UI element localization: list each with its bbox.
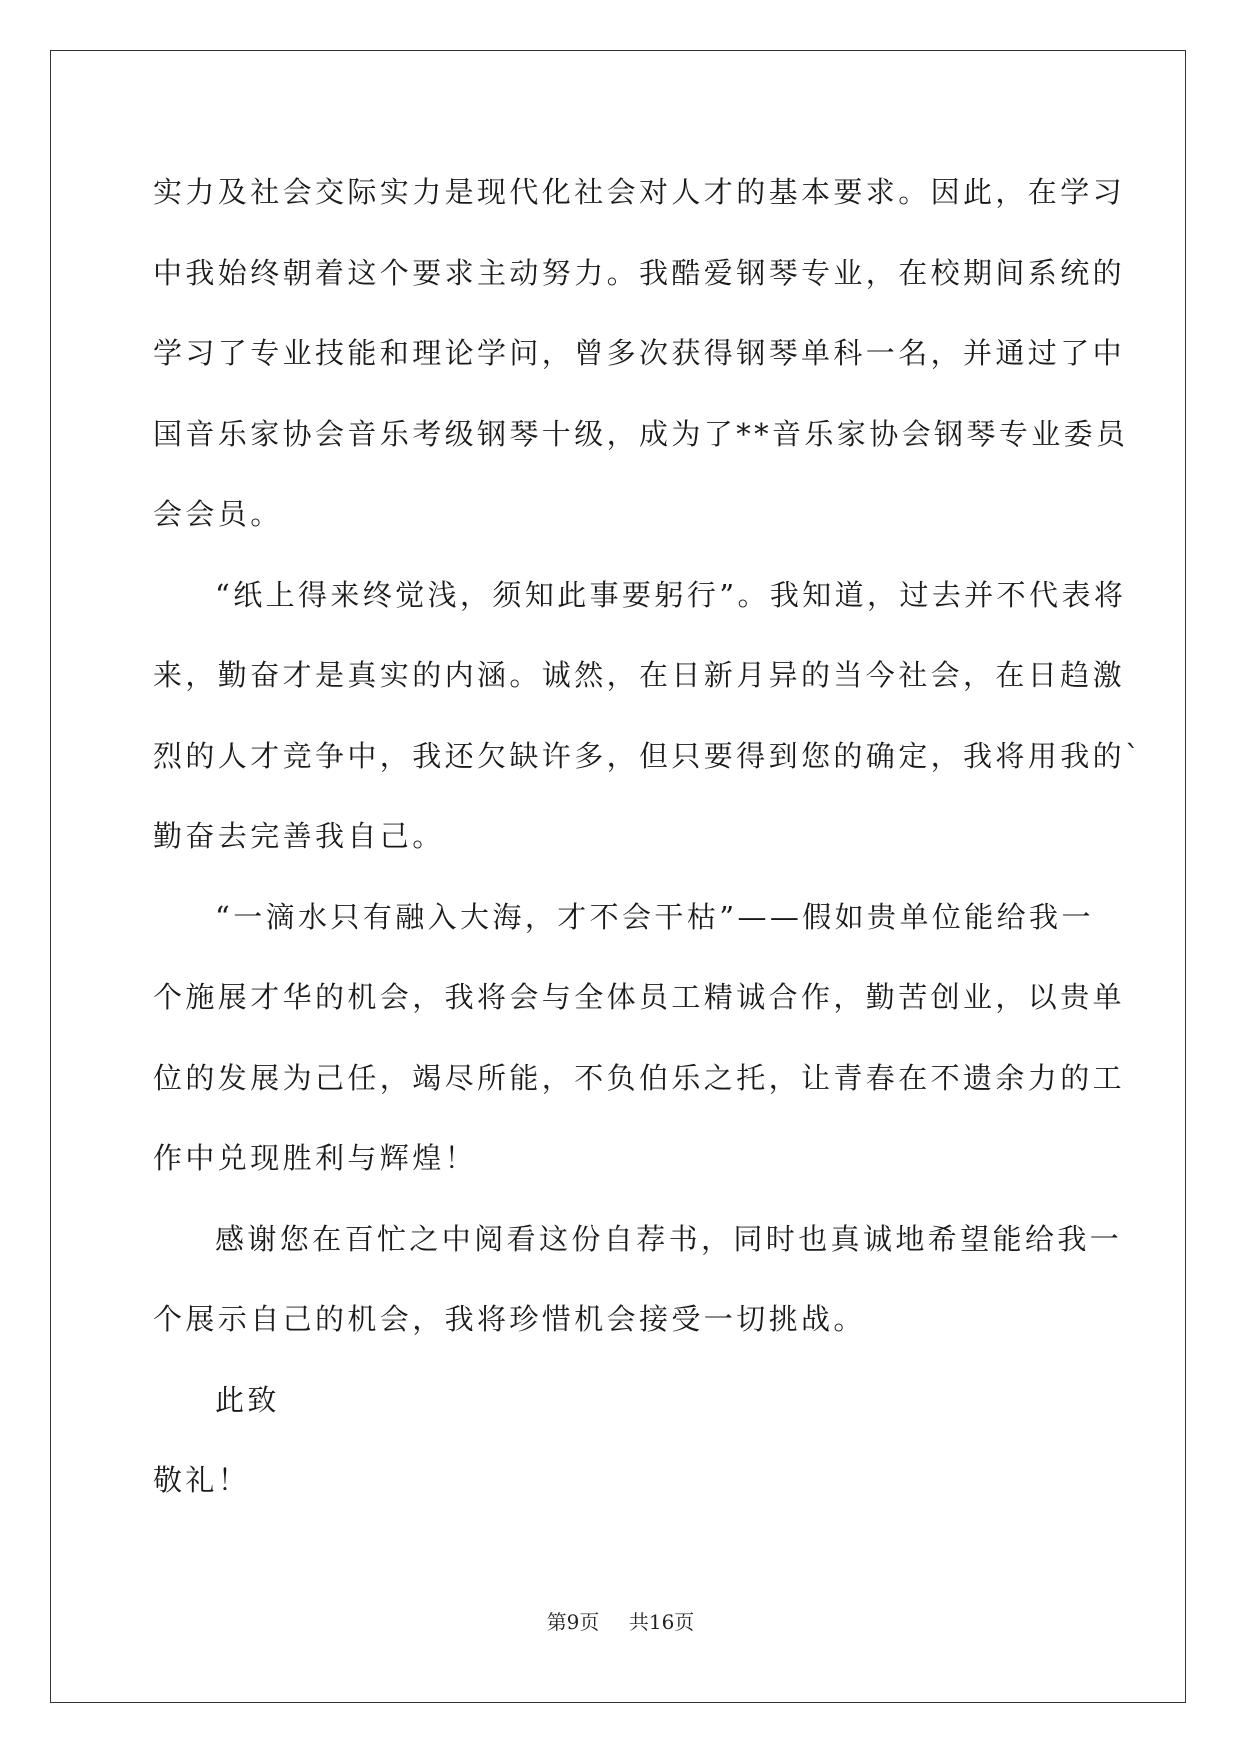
- paragraph-start-line: “纸上得来终觉浅，须知此事要躬行”。我知道，过去并不代表将: [215, 577, 1127, 612]
- text-line: 作中兑现胜利与辉煌！: [153, 1141, 478, 1175]
- salutation: 敬礼！: [153, 1463, 251, 1497]
- paragraph-start-line: “一滴水只有融入大海，才不会干枯”——假如贵单位能给我一: [215, 899, 1094, 934]
- text-line: 国音乐家协会音乐考级钢琴十级，成为了**音乐家协会钢琴专业委员: [153, 416, 1129, 451]
- text-line: 中我始终朝着这个要求主动努力。我酷爱钢琴专业，在校期间系统的: [153, 255, 1126, 290]
- text-line: 位的发展为己任，竭尽所能，不负伯乐之托，让青春在不遗余力的工: [153, 1060, 1126, 1095]
- text-line: 个展示自己的机会，我将珍惜机会接受一切挑战。: [153, 1302, 866, 1336]
- paragraph-start-line: 感谢您在百忙之中阅看这份自荐书，同时也真诚地希望能给我一: [215, 1221, 1123, 1256]
- text-line: 会会员。: [153, 497, 283, 531]
- text-line: 勤奋去完善我自己。: [153, 819, 445, 853]
- document-body: [153, 152, 1143, 1521]
- text-line: 来，勤奋才是真实的内涵。诚然，在日新月异的当今社会，在日趋激: [153, 658, 1126, 692]
- text-line: 实力及社会交际实力是现代化社会对人才的基本要求。因此，在学习: [153, 175, 1126, 209]
- page-number: 第9页: [546, 1610, 600, 1634]
- text-line: 烈的人才竞争中，我还欠缺许多，但只要得到您的确定，我将用我的`: [153, 738, 1143, 773]
- text-line: 个施展才华的机会，我将会与全体员工精诚合作，勤苦创业，以贵单: [153, 980, 1126, 1014]
- page-footer: [0, 1610, 1241, 1634]
- text-line: 学习了专业技能和理论学问，曾多次获得钢琴单科一名，并通过了中: [153, 336, 1126, 370]
- page-total: 共16页: [628, 1610, 695, 1634]
- closing-phrase: 此致: [215, 1382, 280, 1417]
